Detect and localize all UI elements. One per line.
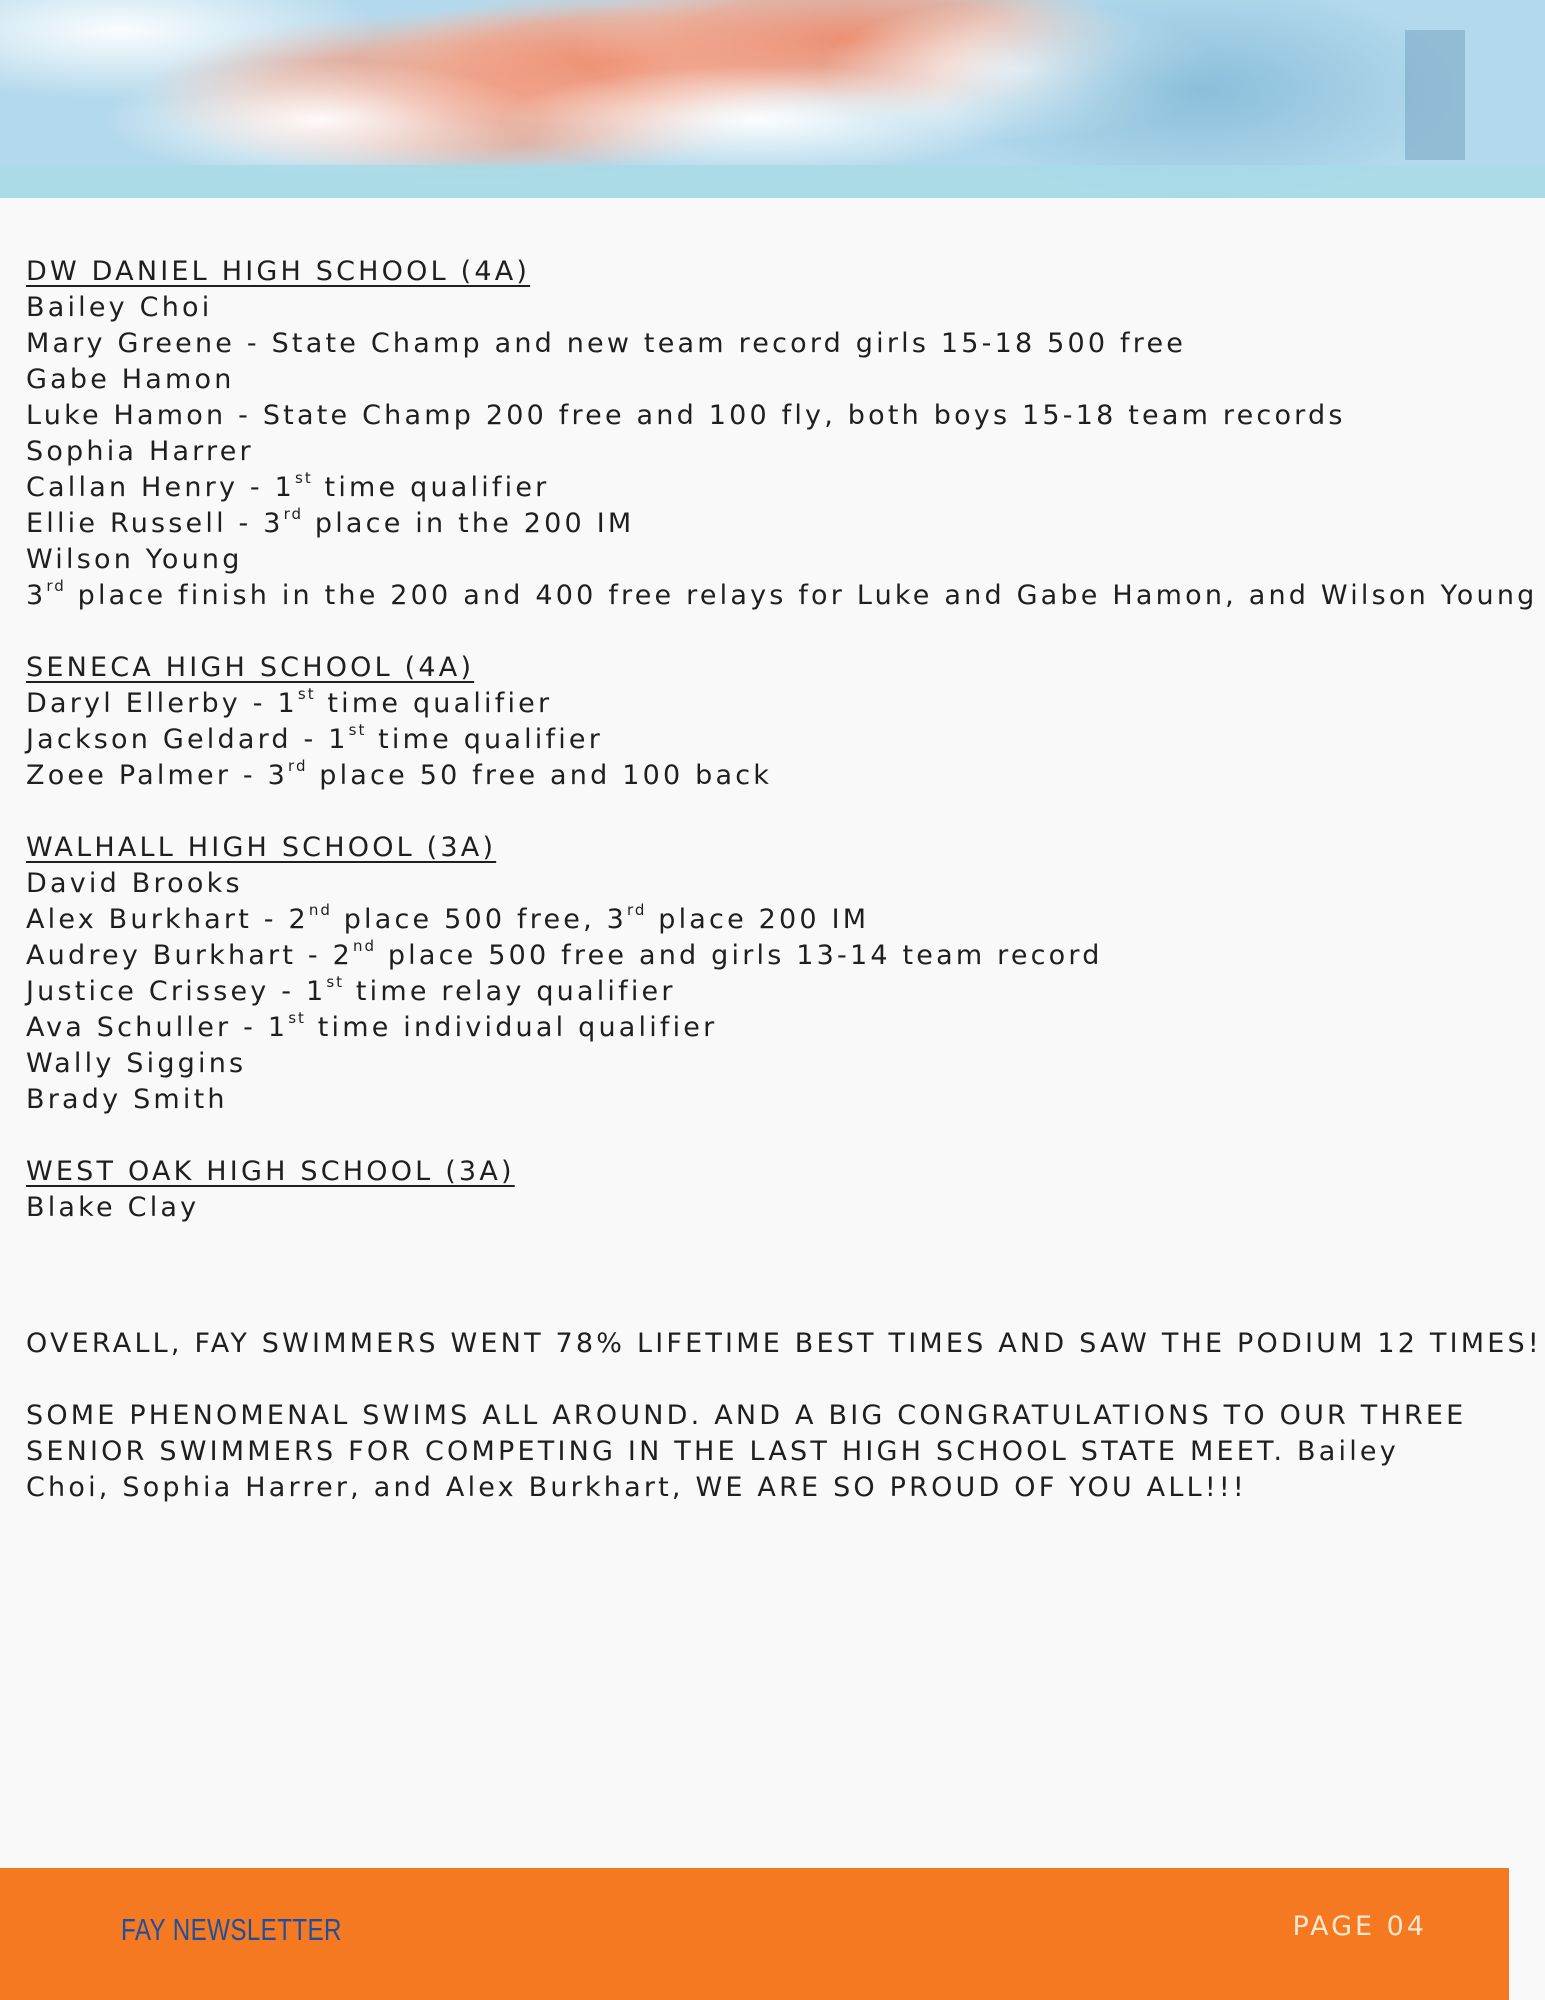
- result-line: Ellie Russell - 3rd place in the 200 IM: [26, 505, 635, 539]
- result-line: Wilson Young: [26, 544, 243, 575]
- result-line: Brady Smith: [26, 1084, 228, 1115]
- result-line: Wally Siggins: [26, 1048, 247, 1079]
- result-line: Alex Burkhart - 2nd place 500 free, 3rd place 200 IM: [26, 901, 870, 935]
- school-section: [26, 1154, 1486, 1226]
- result-line: Audrey Burkhart - 2nd place 500 free and girls 13-14 team record: [26, 937, 1103, 971]
- result-line: 3rd place finish in the 200 and 400 free relays for Luke and Gabe Hamon, and Wilson Young: [26, 577, 1538, 611]
- school-heading: DW DANIEL HIGH SCHOOL (4A): [26, 256, 531, 287]
- result-line: Jackson Geldard - 1st time qualifier: [26, 721, 604, 755]
- school-heading: WALHALL HIGH SCHOOL (3A): [26, 832, 497, 863]
- result-line: Gabe Hamon: [26, 364, 235, 395]
- result-line: Luke Hamon - State Champ 200 free and 100 fly, both boys 15-18 team records: [26, 400, 1346, 431]
- page-footer: [0, 1868, 1509, 2000]
- page-number: PAGE 04: [1292, 1911, 1427, 1942]
- result-line: Callan Henry - 1st time qualifier: [26, 469, 550, 503]
- result-line: David Brooks: [26, 868, 243, 899]
- newsletter-title: FAY NEWSLETTER: [121, 1912, 342, 1947]
- summary-text: OVERALL, FAY SWIMMERS WENT 78% LIFETIME BEST TIMES AND SAW THE PODIUM 12 TIMES!: [26, 1328, 1542, 1359]
- result-line: Zoee Palmer - 3rd place 50 free and 100 back: [26, 757, 773, 791]
- result-line: Sophia Harrer: [26, 436, 254, 467]
- result-line: Justice Crissey - 1st time relay qualifier: [26, 973, 676, 1007]
- result-line: Blake Clay: [26, 1192, 200, 1223]
- header-photo-banner: [0, 0, 1545, 198]
- school-section: [26, 254, 1538, 614]
- result-line: Bailey Choi: [26, 292, 213, 323]
- swimmer-underwater-image: [0, 0, 1545, 198]
- result-line: Ava Schuller - 1st time individual qualifier: [26, 1009, 718, 1043]
- school-section: [26, 650, 1486, 794]
- closing-paragraph: SOME PHENOMENAL SWIMS ALL AROUND. AND A BIG CONGRATULATIONS TO OUR THREE SENIOR SWIMMERS FOR COMPETING IN THE LAST HIGH SCHOOL STATE MEET. Bailey Choi, Sophia Harrer, and Alex Burkhart, WE ARE SO PROUD OF YOU ALL!!!: [26, 1400, 1467, 1503]
- school-section: [26, 830, 1486, 1118]
- results-content: [26, 254, 1542, 1506]
- result-line: Daryl Ellerby - 1st time qualifier: [26, 685, 553, 719]
- result-line: Mary Greene - State Champ and new team record girls 15-18 500 free: [26, 328, 1187, 359]
- school-heading: SENECA HIGH SCHOOL (4A): [26, 652, 475, 683]
- school-heading: WEST OAK HIGH SCHOOL (3A): [26, 1156, 515, 1187]
